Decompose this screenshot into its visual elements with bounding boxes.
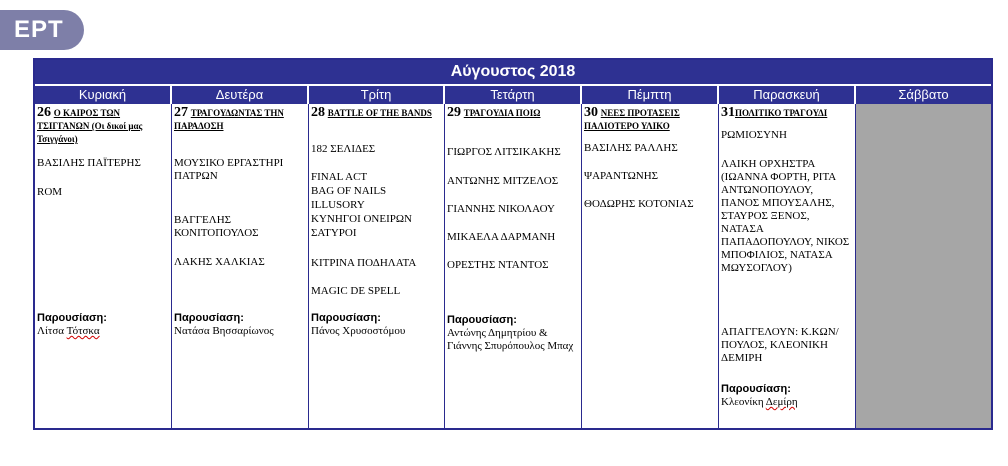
header-thursday: Πέμπτη (582, 86, 719, 104)
performer: MAGIC DE SPELL (311, 285, 401, 297)
day-number: 28 (311, 105, 325, 120)
header-wednesday: Τετάρτη (445, 86, 582, 104)
presentation-label: Παρουσίαση: (174, 312, 244, 324)
presentation-label: Παρουσίαση: (37, 312, 107, 324)
day-number: 26 (37, 105, 51, 120)
performer: ΚΥΝΗΓΟΙ ΟΝΕΙΡΩΝ (311, 213, 412, 225)
performer: ΚΙΤΡΙΝΑ ΠΟΔΗΛΑΤΑ (311, 257, 417, 269)
event-title: ΤΡΑΓΟΥΔΙΑ ΠΟΙΩ (463, 108, 541, 118)
month-title: Αύγουστος 2018 (35, 60, 991, 86)
performer: ΟΡΕΣΤΗΣ ΝΤΑΝΤΟΣ (447, 259, 549, 271)
performer: ΑΝΤΩΝΗΣ ΜΙΤΖΕΛΟΣ (447, 175, 559, 187)
header-tuesday: Τρίτη (309, 86, 445, 104)
performer: 182 ΣΕΛΙΔΕΣ (311, 143, 376, 155)
cell-sunday (35, 104, 172, 428)
header-friday: Παρασκευή (719, 86, 856, 104)
header-saturday: Σάββατο (856, 86, 991, 104)
header-sunday: Κυριακή (35, 86, 172, 104)
weekday-header (35, 86, 991, 104)
presenter: Λίτσα Τότσκα (37, 325, 100, 337)
event-title: Ο ΚΑΙΡΟΣ ΤΩΝ ΤΣΙΓΓΑΝΩΝ (Οι δικοί μας Τσιγγάνοι) (37, 108, 143, 144)
presenter: Πάνος Χρυσοστόμου (311, 325, 406, 337)
performer: ΑΠΑΓΓΕΛΟΥΝ: Κ.ΚΩΝ/ΠΟΥΛΟΣ, ΚΛΕΟΝΙΚΗ ΔΕΜΙΡΗ (721, 326, 839, 364)
ert-logo: ΕΡΤ (0, 10, 84, 50)
header-monday: Δευτέρα (172, 86, 309, 104)
event-title: ΤΡΑΓΟΥΔΩΝΤΑΣ ΤΗΝ ΠΑΡΑΔΟΣΗ (174, 108, 284, 131)
presenter: Κλεονίκη Δεμίρη (721, 396, 798, 408)
cell-thursday (582, 104, 719, 428)
performer: ILLUSORY (311, 199, 365, 211)
day-number: 27 (174, 105, 188, 120)
performer: ΡΩΜΙΟΣΥΝΗ (721, 129, 787, 141)
performer: ΣΑΤΥΡΟΙ (311, 227, 357, 239)
performer: ΓΙΩΡΓΟΣ ΛΙΤΣΙΚΑΚΗΣ (447, 146, 561, 158)
performer: ΒΑΣΙΛΗΣ ΡΑΛΛΗΣ (584, 142, 678, 154)
performer: ΨΑΡΑΝΤΩΝΗΣ (584, 170, 659, 182)
day-number: 29 (447, 105, 461, 120)
presenter: Αντώνης Δημητρίου & Γιάννης Σπυρόπουλος Μπαχ (447, 327, 574, 352)
performer: ΜΙΚΑΕΛΑ ΔΑΡΜΑΝΗ (447, 231, 556, 243)
performer: ΓΙΑΝΝΗΣ ΝΙΚΟΛΑΟΥ (447, 203, 555, 215)
cell-tuesday (309, 104, 445, 428)
performer: ΛΑΚΗΣ ΧΑΛΚΙΑΣ (174, 256, 265, 268)
performer: ROM (37, 186, 63, 198)
cell-monday (172, 104, 309, 428)
event-title: ΝΕΕΣ ΠΡΟΤΑΣΕΙΣ ΠΑΛΙΟΤΕΡΟ ΥΛΙΚΟ (584, 108, 680, 131)
performer: ΘΟΔΩΡΗΣ ΚΟΤΟΝΙΑΣ (584, 198, 694, 210)
performer: ΜΟΥΣΙΚΟ ΕΡΓΑΣΤΗΡΙ ΠΑΤΡΩΝ (174, 157, 284, 182)
performer: ΒΑΓΓΕΛΗΣ ΚΟΝΙΤΟΠΟΥΛΟΣ (174, 214, 259, 239)
schedule-table (33, 58, 993, 430)
event-title: ΠΟΛΙΤΙΚΟ ΤΡΑΓΟΥΔΙ (735, 108, 828, 118)
performer: FINAL ACT (311, 171, 368, 183)
presentation-label: Παρουσίαση: (721, 383, 791, 395)
event-title: BATTLE OF THE BANDS (327, 108, 432, 118)
cell-friday (719, 104, 856, 428)
day-number: 30 (584, 105, 598, 120)
presentation-label: Παρουσίαση: (311, 312, 381, 324)
cell-wednesday (445, 104, 582, 428)
performer: ΒΑΣΙΛΗΣ ΠΑΪΤΕΡΗΣ (37, 157, 141, 169)
day-number: 31 (721, 105, 735, 120)
week-row (35, 104, 991, 428)
presenter: Νατάσα Βησσαρίωνος (174, 325, 274, 337)
performer: ΛΑΙΚΗ ΟΡΧΗΣΤΡΑ (ΙΩΑΝΝΑ ΦΟΡΤΗ, ΡΙΤΑ ΑΝΤΩΝΟΠΟΥΛΟΥ, ΠΑΝΟΣ ΜΠΟΥΣΑΛΗΣ, ΣΤΑΥΡΟΣ ΞΕΝΟΣ, ΝΑΤΑΣΑ ΠΑΠΑΔΟΠΟΥΛΟΥ, ΝΙΚΟΣ ΜΠΟΦΙΛΙΟΣ, ΝΑΤΑΣΑ ΜΩΥΣΟΓΛΟΥ) (721, 158, 850, 274)
performer: BAG OF NAILS (311, 185, 387, 197)
cell-saturday (856, 104, 991, 428)
presentation-label: Παρουσίαση: (447, 314, 517, 326)
